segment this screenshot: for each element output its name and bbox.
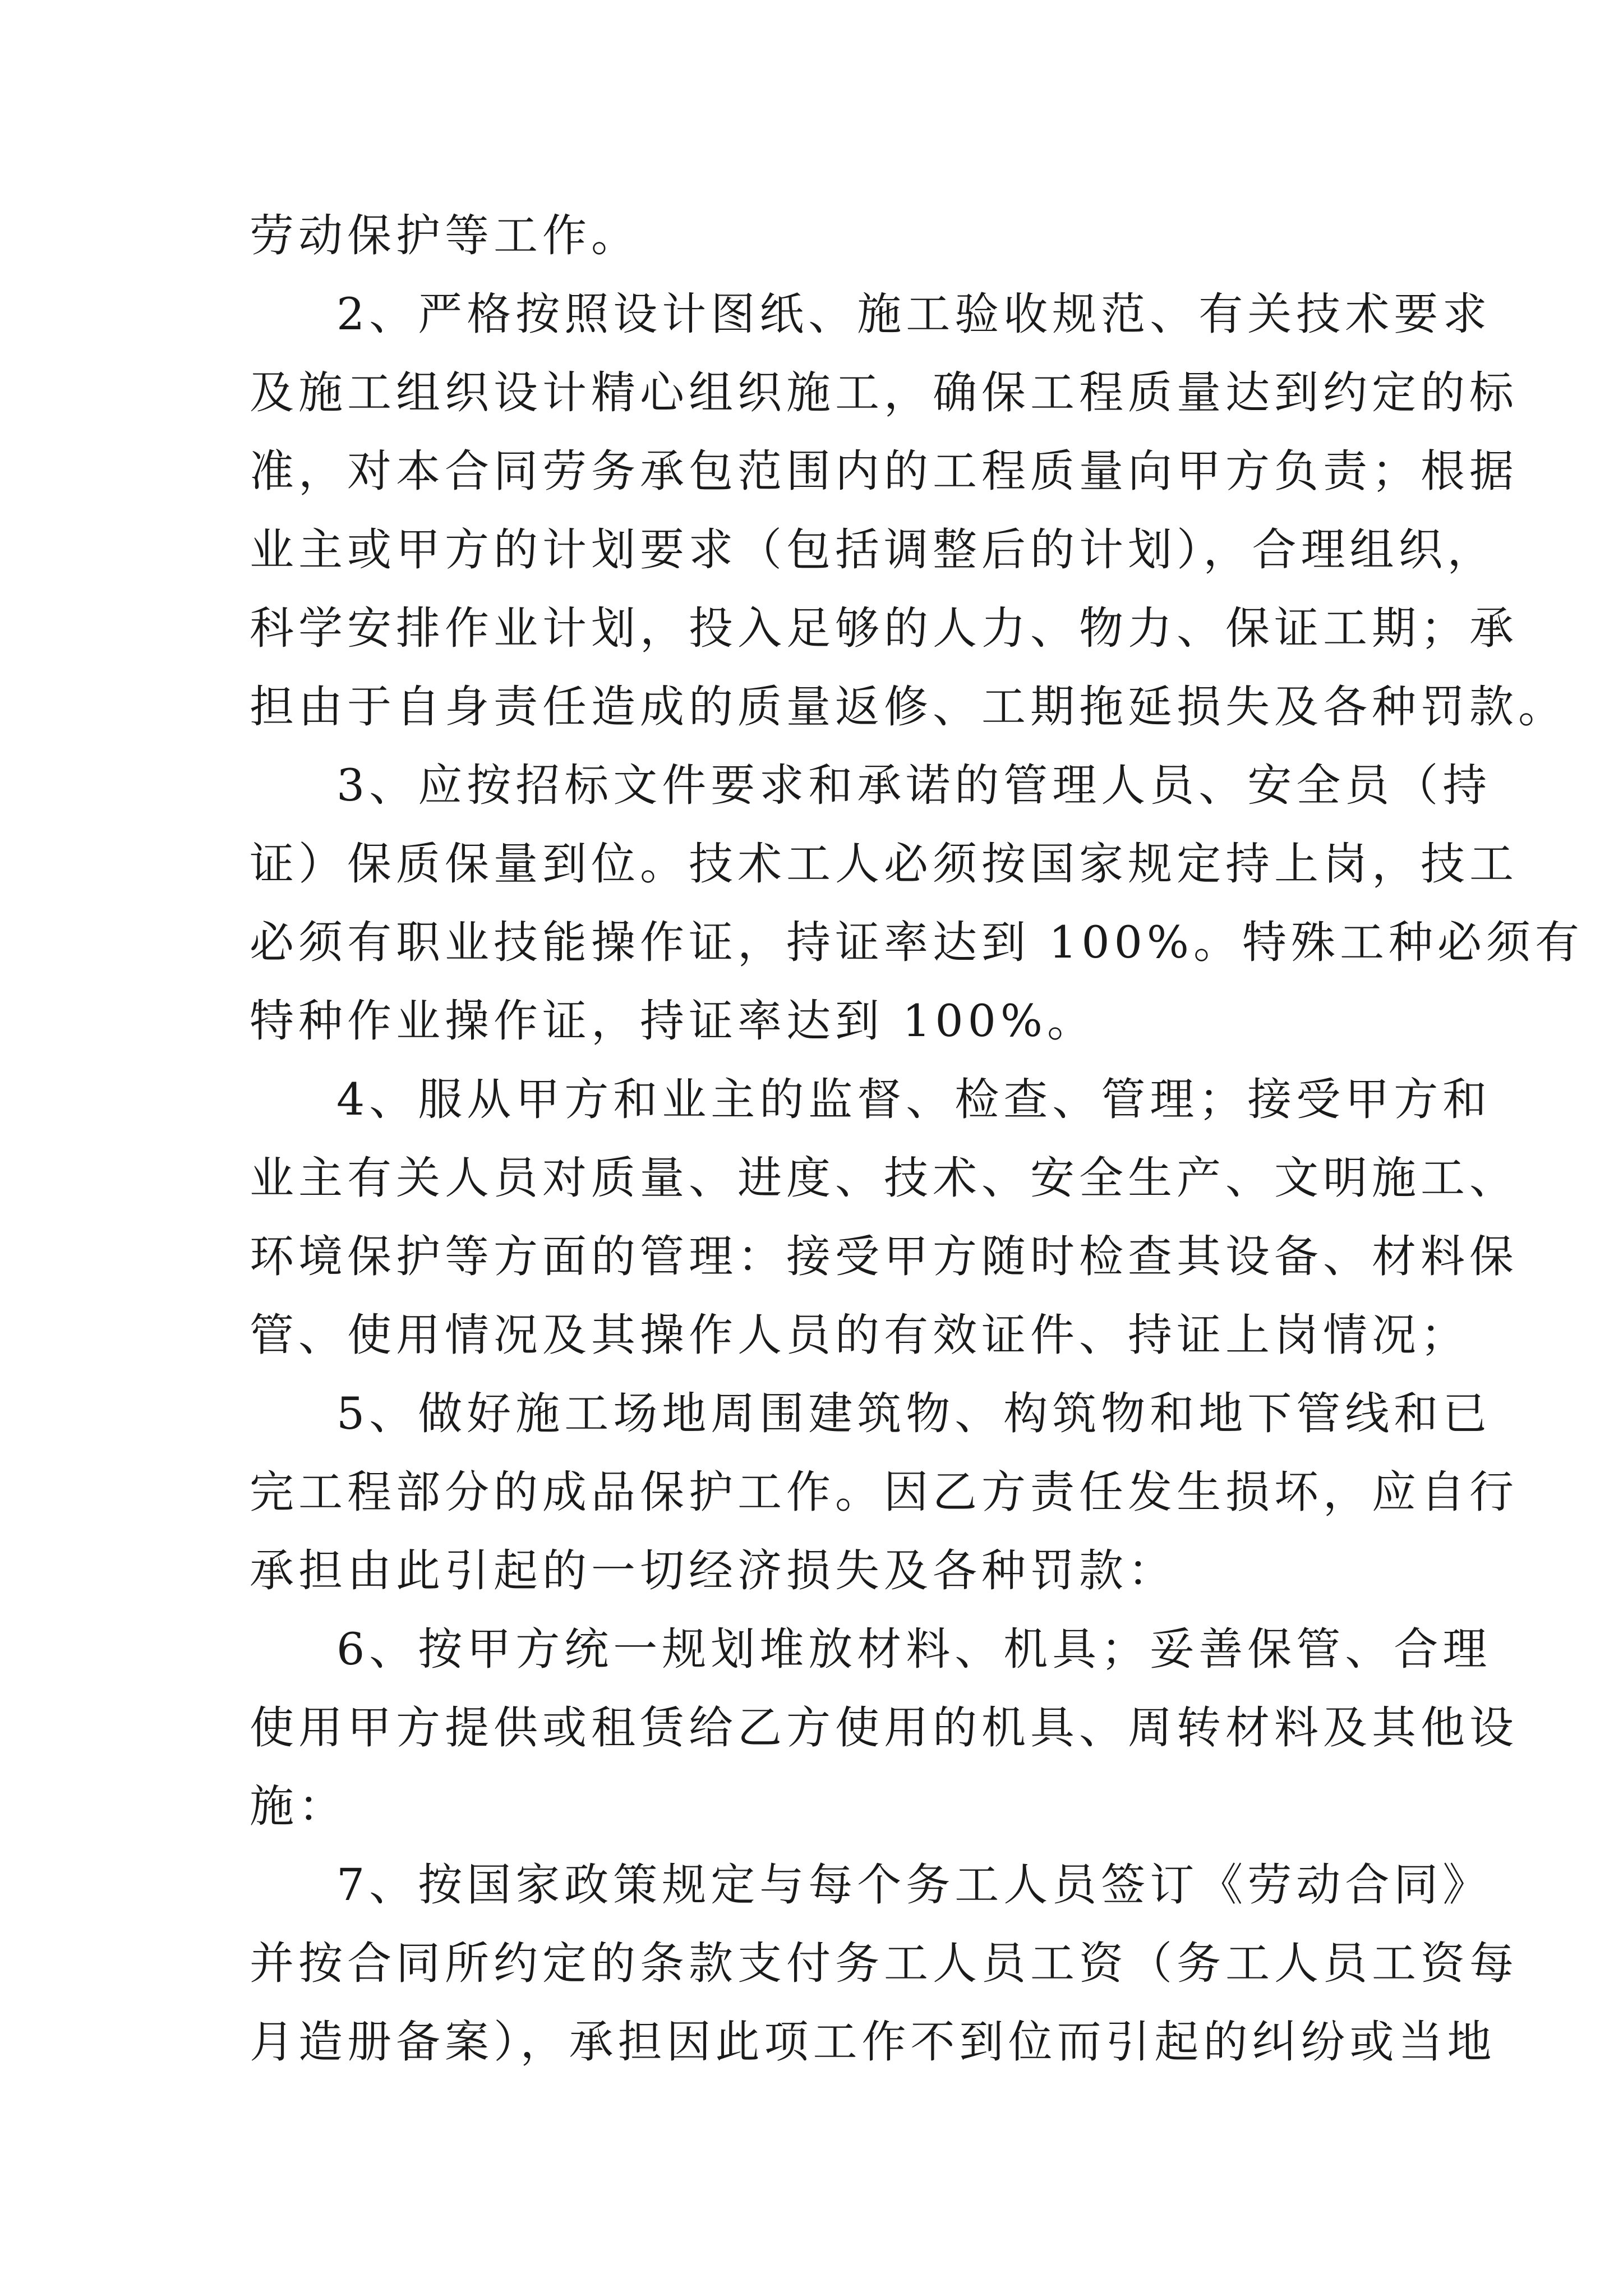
text-line: 使用甲方提供或租赁给乙方使用的机具、周转材料及其他设 (250, 1702, 1518, 1754)
text-line: 承担由此引起的一切经济损失及各种罚款： (250, 1545, 1177, 1596)
text-line: 业主有关人员对质量、进度、技术、安全生产、文明施工、 (250, 1152, 1518, 1204)
text-line: 证）保质保量到位。技术工人必须按国家规定持上岗，技工 (250, 838, 1518, 890)
text-line: 完工程部分的成品保护工作。因乙方责任发生损坏，应自行 (250, 1466, 1518, 1518)
text-line: 并按合同所约定的条款支付务工人员工资（务工人员工资每 (250, 1938, 1518, 1989)
text-line: 及施工组织设计精心组织施工，确保工程质量达到约定的标 (250, 367, 1518, 418)
clause-3-heading-line: 3、应按招标文件要求和承诺的管理人员、安全员（持 (336, 760, 1492, 811)
text-line: 劳动保护等工作。 (250, 210, 640, 261)
clause-5-heading-line: 5、做好施工场地周围建筑物、构筑物和地下管线和已 (336, 1388, 1492, 1439)
text-line: 业主或甲方的计划要求（包括调整后的计划），合理组织， (250, 524, 1496, 576)
clause-2-heading-line: 2、严格按照设计图纸、施工验收规范、有关技术要求 (336, 288, 1492, 340)
text-line: 担由于自身责任造成的质量返修、工期拖延损失及各种罚款。 (250, 681, 1567, 733)
text-line: 特种作业操作证，持证率达到 100%。 (250, 995, 1096, 1047)
text-line: 管、使用情况及其操作人员的有效证件、持证上岗情况； (250, 1309, 1469, 1361)
clause-4-heading-line: 4、服从甲方和业主的监督、检查、管理；接受甲方和 (336, 1074, 1492, 1125)
text-line: 准，对本合同劳务承包范围内的工程质量向甲方负责；根据 (250, 445, 1518, 497)
clause-7-heading-line: 7、按国家政策规定与每个务工人员签订《劳动合同》 (336, 1859, 1492, 1911)
clause-6-heading-line: 6、按甲方统一规划堆放材料、机具；妥善保管、合理 (336, 1623, 1492, 1675)
text-line: 施： (250, 1780, 347, 1832)
text-line: 月造册备案），承担因此项工作不到位而引起的纠纷或当地 (250, 2016, 1496, 2068)
text-line: 必须有职业技能操作证，持证率达到 100%。特殊工种必须有 (250, 917, 1584, 968)
text-line: 环境保护等方面的管理：接受甲方随时检查其设备、材料保 (250, 1231, 1518, 1282)
text-line: 科学安排作业计划，投入足够的人力、物力、保证工期；承 (250, 602, 1518, 654)
